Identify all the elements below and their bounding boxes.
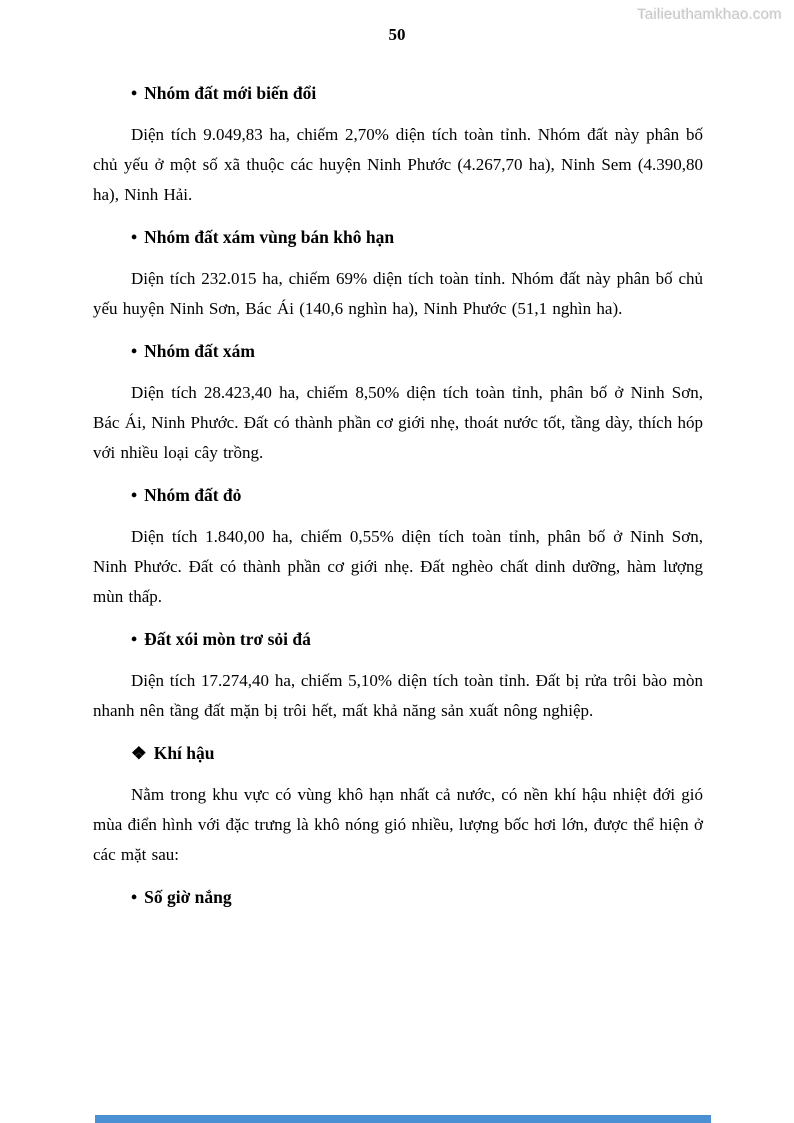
bullet-icon: •: [131, 887, 138, 907]
section-paragraph: Diện tích 17.274,40 ha, chiếm 5,10% diện tích toàn tỉnh. Đất bị rửa trôi bào mòn nhanh nên tầng đất mặn bị trôi hết, mất khả năng sản xuất nông nghiệp.: [93, 671, 703, 720]
section-heading-text: Số giờ nắng: [144, 887, 232, 907]
section-paragraph: Nằm trong khu vực có vùng khô hạn nhất cả nước, có nền khí hậu nhiệt đới gió mùa điển hình với đặc trưng là khô nóng gió nhiều, lượng bốc hơi lớn, được thể hiện ở các mặt sau:: [93, 785, 703, 864]
section-heading-text: Nhóm đất xám: [144, 341, 255, 361]
bullet-icon: •: [131, 227, 138, 247]
section-paragraph: Diện tích 28.423,40 ha, chiếm 8,50% diện tích toàn tỉnh, phân bố ở Ninh Sơn, Bác Ái, Ninh Phước. Đất có thành phần cơ giới nhẹ, thoát nước tốt, tầng dày, thích hóp với nhiều loại cây trồng.: [93, 383, 703, 462]
bullet-icon: •: [131, 341, 138, 361]
section-heading: [93, 624, 703, 654]
bullet-icon: •: [131, 485, 138, 505]
section-heading-text: Khí hậu: [153, 743, 215, 763]
section-heading: [93, 336, 703, 366]
footer-bar: [95, 1115, 711, 1123]
bullet-icon: •: [131, 83, 138, 103]
bullet-icon: •: [131, 629, 138, 649]
section-paragraph: Diện tích 232.015 ha, chiếm 69% diện tích toàn tỉnh. Nhóm đất này phân bố chủ yếu huyện Ninh Sơn, Bác Ái (140,6 nghìn ha), Ninh Phước (51,1 nghìn ha).: [93, 269, 703, 318]
section-heading-text: Đất xói mòn trơ sỏi đá: [144, 629, 311, 649]
section-paragraph: Diện tích 9.049,83 ha, chiếm 2,70% diện tích toàn tỉnh. Nhóm đất này phân bố chủ yếu ở một số xã thuộc các huyện Ninh Phước (4.267,70 ha), Ninh Sem (4.390,80 ha), Ninh Hải.: [93, 125, 703, 204]
section-heading: [93, 78, 703, 108]
section-paragraph: Diện tích 1.840,00 ha, chiếm 0,55% diện tích toàn tỉnh, phân bố ở Ninh Sơn, Ninh Phước. Đất có thành phần cơ giới nhẹ. Đất nghèo chất dinh dưỡng, hàm lượng mùn thấp.: [93, 527, 703, 606]
section-heading-text: Nhóm đất đỏ: [144, 485, 242, 505]
section-heading: [93, 222, 703, 252]
section-heading: [93, 480, 703, 510]
section-heading-text: Nhóm đất mới biến đổi: [144, 83, 317, 103]
page-number: 50: [388, 25, 406, 44]
page-content: [93, 0, 703, 924]
diamond-bullet-icon: ❖: [131, 743, 147, 763]
section-heading: [93, 882, 703, 912]
watermark: Tailieuthamkhao.com: [637, 6, 782, 23]
section-heading: [93, 738, 703, 768]
section-heading-text: Nhóm đất xám vùng bán khô hạn: [144, 227, 395, 247]
